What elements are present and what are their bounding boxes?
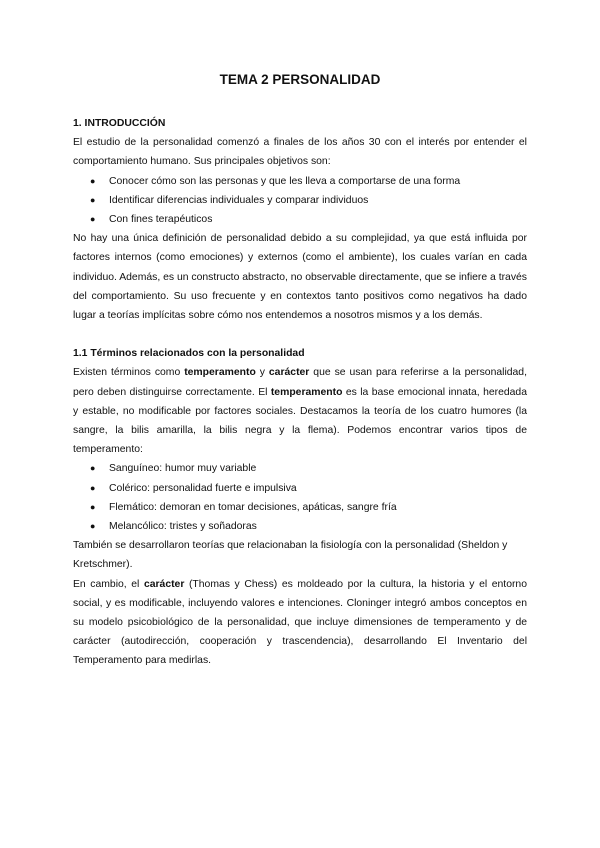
page-title: TEMA 2 PERSONALIDAD [219,72,381,87]
bullet-icon: ● [90,521,96,532]
physiology-paragraph: También se desarrollaron teorías que relacionaban la fisiología con la personalidad (Sheldon y Kretschmer). [73,540,508,571]
bullet-icon: ● [90,501,96,512]
temperament-paragraph: Existen términos como temperamento y carácter que se usan para referirse a la personalidad, pero deben distinguirse correctamente. El temperamento es la base emocional innata, heredada y estable, no modificable por factores sociales. Destacamos la teoría de los cuatro humores (la sangre, la bilis amarilla, la bilis negra y la flema). Podemos encontrar varios tipos de temperamento: [73,367,527,456]
bullet-icon: ● [90,194,96,205]
definition-paragraph: No hay una única definición de personalidad debido a su complejidad, ya que está influida por factores internos (como emociones) y externos (como el ambiente), los cuales varían en cada individuo. Además, es un constructo abstracto, no observable directamente, que se infiere a través del comportamiento. Su uso frecuente y en contextos tanto positivos como negativos ha dado lugar a teorías implícitas sobre cómo nos entendemos a nosotros mismos y a los demás. [73,233,527,322]
list-item: ● Colérico: personalidad fuerte e impulsiva [73,479,527,498]
bullet-icon: ● [90,214,96,225]
section-heading-terminos: 1.1 Términos relacionados con la personalidad [73,348,305,360]
bold-term-temperamento: temperamento [184,367,256,379]
list-item: ● Identificar diferencias individuales y comparar individuos [73,191,527,210]
character-paragraph: En cambio, el carácter (Thomas y Chess) es moldeado por la cultura, la historia y el entorno social, y es modificable, incluyendo valores e intenciones. Cloninger integró ambos conceptos en su modelo psicobiológico de la personalidad, que incluye dimensiones de temperamento y de carácter (autodirección, cooperación y trascendencia), desarrollando El Inventario del Temperamento para medirlas. [73,578,527,667]
intro-paragraph: El estudio de la personalidad comenzó a finales de los años 30 con el interés por entender el comportamiento humano. Sus principales objetivos son: [73,137,527,168]
bullet-icon: ● [90,175,96,186]
bold-term-caracter: carácter [268,367,310,379]
list-item: ● Sanguíneo: humor muy variable [73,459,527,478]
list-item: ● Conocer cómo son las personas y que les lleva a comportarse de una forma [73,172,527,191]
objectives-list [73,172,527,230]
list-item: ● Con fines terapéuticos [73,210,527,229]
spacer [73,325,527,344]
document-body [73,114,527,671]
list-item: ● Melancólico: tristes y soñadoras [73,517,527,536]
bold-term-temperamento: temperamento [270,386,343,398]
temperament-types-list [73,459,527,536]
bullet-icon: ● [90,463,96,474]
list-item: ● Flemático: demoran en tomar decisiones, apáticas, sangre fría [73,498,527,517]
bullet-icon: ● [90,482,96,493]
bold-term-caracter: carácter [143,578,185,590]
section-heading-introduccion: 1. INTRODUCCIÓN [73,118,166,129]
